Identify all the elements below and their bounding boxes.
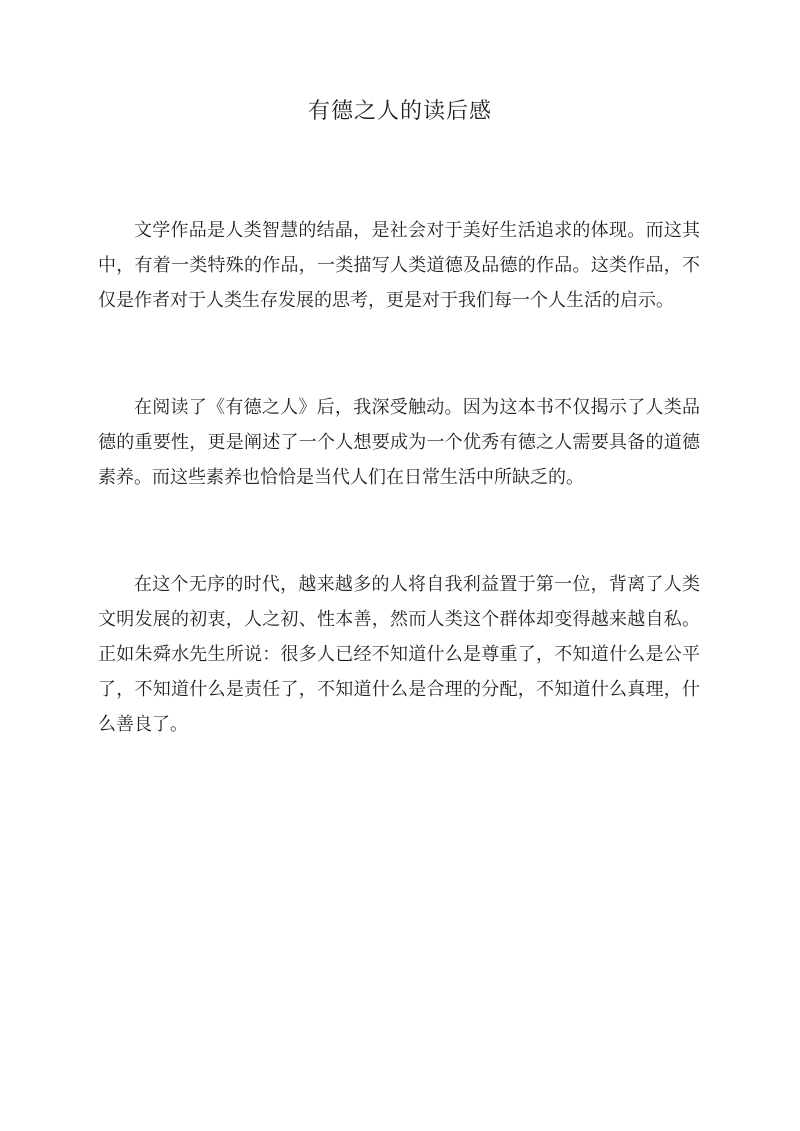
document-body (98, 213, 700, 742)
paragraph-1: 文学作品是人类智慧的结晶，是社会对于美好生活追求的体现。而这其中，有着一类特殊的作品，一类描写人类道德及品德的作品。这类作品，不仅是作者对于人类生存发展的思考，更是对于我们每一个人生活的启示。 (98, 220, 700, 311)
paragraph-2: 在阅读了《有德之人》后，我深受触动。因为这本书不仅揭示了人类品德的重要性，更是阐述了一个人想要成为一个优秀有德之人需要具备的道德素养。而这些素养也恰恰是当代人们在日常生活中所缺乏的。 (98, 397, 700, 488)
document-title: 有德之人的读后感 (307, 99, 492, 124)
paragraph-3: 在这个无序的时代，越来越多的人将自我利益置于第一位，背离了人类文明发展的初衷，人之初、性本善，然而人类这个群体却变得越来越自私。正如朱舜水先生所说：很多人已经不知道什么是尊重了，不知道什么是公平了，不知道什么是责任了，不知道什么是合理的分配，不知道什么真理，什么善良了。 (98, 574, 700, 735)
